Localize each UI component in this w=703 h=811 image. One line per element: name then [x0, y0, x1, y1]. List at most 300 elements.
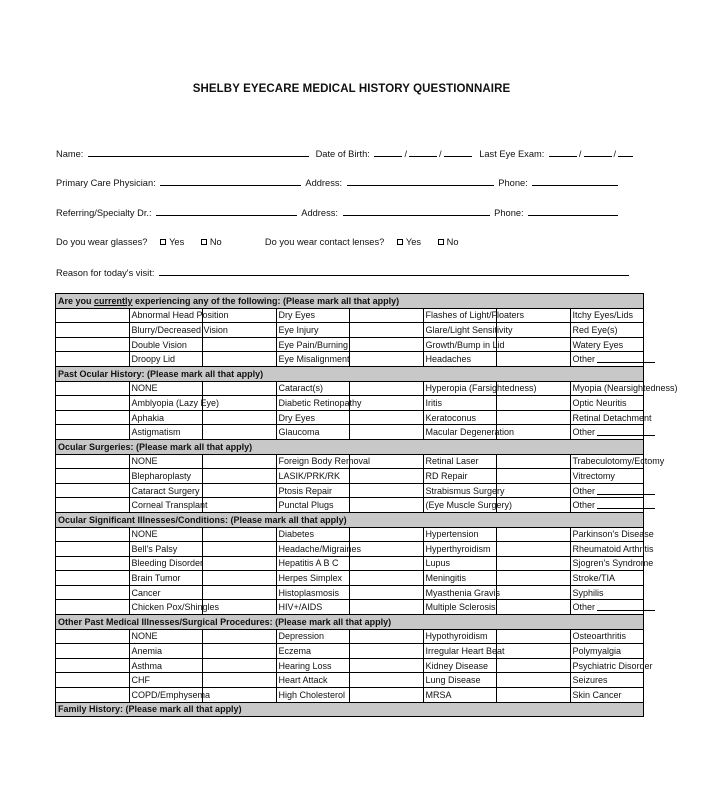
checkbox-cell[interactable]: [56, 337, 130, 352]
condition-cell: [570, 571, 644, 586]
condition-label: Diabetic Retinopathy: [278, 397, 362, 408]
condition-cell: [276, 337, 350, 352]
condition-label: Itchy Eyes/Lids: [572, 310, 634, 321]
condition-cell: [423, 629, 497, 644]
condition-cell: [423, 396, 497, 411]
reason-line: [56, 266, 631, 278]
table-row: [56, 556, 644, 571]
condition-label: Psychiatric Disorder: [572, 660, 653, 671]
condition-cell: [129, 483, 203, 498]
condition-cell: [423, 644, 505, 659]
condition-label: Amblyopia (Lazy Eye): [131, 397, 220, 408]
exam-year-field[interactable]: [618, 147, 633, 157]
condition-label: Droopy Lid: [131, 354, 176, 365]
contacts-question: Do you wear contact lenses?: [264, 237, 385, 247]
exam-sep-2: /: [613, 149, 617, 159]
checkbox-cell[interactable]: [203, 542, 277, 557]
condition-cell: [276, 673, 350, 688]
condition-cell: [570, 673, 644, 688]
condition-label: Asthma: [131, 660, 163, 671]
checkbox-cell[interactable]: [497, 454, 571, 469]
checkbox-cell[interactable]: [56, 571, 130, 586]
condition-cell: [570, 600, 644, 615]
checkbox-cell[interactable]: [56, 454, 130, 469]
condition-label: Bell's Palsy: [131, 543, 178, 554]
condition-cell: [129, 571, 203, 586]
condition-label: Eczema: [278, 646, 312, 657]
condition-label: Ptosis Repair: [278, 485, 333, 496]
checkbox-cell[interactable]: [350, 323, 424, 338]
condition-label: Astigmatism: [131, 427, 181, 438]
dob-year-field[interactable]: [444, 147, 472, 157]
exam-day-field[interactable]: [584, 147, 612, 157]
checkbox-cell[interactable]: [350, 658, 424, 673]
glasses-yes-checkbox[interactable]: [160, 239, 166, 245]
checkbox-cell[interactable]: [350, 556, 424, 571]
referring-address-field[interactable]: [343, 206, 490, 216]
condition-cell: [423, 498, 513, 513]
condition-cell: [423, 483, 505, 498]
checkbox-cell[interactable]: [56, 527, 130, 542]
checkbox-cell[interactable]: [497, 469, 571, 484]
checkbox-cell[interactable]: [350, 425, 424, 440]
table-row: [56, 600, 644, 615]
condition-label: Lupus: [425, 558, 451, 569]
other-write-in-field[interactable]: [597, 500, 655, 509]
name-label: Name:: [56, 149, 84, 159]
condition-label: Herpes Simplex: [278, 573, 343, 584]
condition-cell: [276, 585, 350, 600]
condition-label: Heart Attack: [278, 675, 328, 686]
checkbox-cell[interactable]: [56, 629, 130, 644]
condition-cell: [570, 658, 653, 673]
condition-cell: [276, 542, 362, 557]
condition-label: Red Eye(s): [572, 324, 618, 335]
condition-cell: [129, 425, 203, 440]
condition-label: Osteoarthritis: [572, 631, 627, 642]
other-write-in-field[interactable]: [597, 354, 655, 363]
condition-label: MRSA: [425, 689, 452, 700]
table-row: [56, 688, 644, 703]
checkbox-cell[interactable]: [497, 673, 571, 688]
checkbox-cell[interactable]: [203, 483, 277, 498]
page-title: SHELBY EYECARE MEDICAL HISTORY QUESTIONNAIRE: [192, 83, 511, 95]
condition-cell: [276, 323, 350, 338]
condition-cell: [423, 600, 497, 615]
checkbox-cell[interactable]: [56, 644, 130, 659]
checkbox-cell[interactable]: [56, 410, 130, 425]
checkbox-cell[interactable]: [350, 527, 424, 542]
checkbox-cell[interactable]: [350, 644, 424, 659]
checkbox-cell[interactable]: [203, 527, 277, 542]
section-header-text: Ocular Surgeries: (Please mark all that apply): [58, 441, 253, 452]
condition-cell: [276, 556, 350, 571]
condition-cell: [129, 396, 220, 411]
condition-cell: [276, 571, 350, 586]
table-row: [56, 658, 644, 673]
condition-label: Retinal Laser: [425, 456, 479, 467]
checkbox-cell[interactable]: [203, 381, 277, 396]
condition-label: Double Vision: [131, 339, 187, 350]
condition-label: Chicken Pox/Shingles: [131, 602, 220, 613]
condition-label: NONE: [131, 529, 158, 540]
checkbox-cell[interactable]: [497, 527, 571, 542]
table-row: [56, 337, 644, 352]
condition-label: Flashes of Light/Floaters: [425, 310, 525, 321]
other-write-in-field[interactable]: [597, 427, 655, 436]
checkbox-cell[interactable]: [350, 585, 424, 600]
condition-label: Sjogren's Syndrome: [572, 558, 654, 569]
checkbox-cell[interactable]: [203, 337, 277, 352]
checkbox-cell[interactable]: [56, 556, 130, 571]
name-field[interactable]: [88, 147, 309, 157]
condition-label: Cataract(s): [278, 383, 324, 394]
glasses-no-checkbox[interactable]: [201, 239, 207, 245]
condition-label: Other: [572, 602, 596, 613]
exam-month-field[interactable]: [549, 147, 577, 157]
checkbox-cell[interactable]: [56, 425, 130, 440]
checkbox-cell[interactable]: [497, 658, 571, 673]
checkbox-cell[interactable]: [56, 483, 130, 498]
checkbox-cell[interactable]: [350, 498, 424, 513]
condition-label: Eye Pain/Burning: [278, 339, 349, 350]
table-row: [56, 425, 644, 440]
checkbox-cell[interactable]: [350, 688, 424, 703]
condition-label: Stroke/TIA: [572, 573, 616, 584]
referring-field[interactable]: [156, 206, 297, 216]
contacts-no-checkbox[interactable]: [438, 239, 444, 245]
condition-label: Keratoconus: [425, 412, 477, 423]
checkbox-cell[interactable]: [203, 585, 277, 600]
pcp-label: Primary Care Physician:: [56, 178, 156, 188]
condition-label: Multiple Sclerosis: [425, 602, 496, 613]
condition-label: Other: [572, 485, 596, 496]
other-write-in-field[interactable]: [597, 602, 655, 611]
condition-label: Diabetes: [278, 529, 315, 540]
last-exam-label: Last Eye Exam:: [479, 149, 545, 159]
condition-label: (Eye Muscle Surgery): [425, 500, 513, 511]
pcp-address-field[interactable]: [347, 176, 494, 186]
name-line: [56, 147, 635, 159]
checkbox-cell[interactable]: [497, 644, 571, 659]
checkbox-cell[interactable]: [203, 688, 277, 703]
condition-cell: [423, 469, 497, 484]
checkbox-cell[interactable]: [203, 425, 277, 440]
condition-cell: [570, 469, 644, 484]
checkbox-cell[interactable]: [203, 498, 277, 513]
referring-label: Referring/Specialty Dr.:: [56, 208, 152, 218]
condition-label: NONE: [131, 456, 158, 467]
condition-label: Watery Eyes: [572, 339, 624, 350]
condition-cell: [570, 644, 644, 659]
checkbox-cell[interactable]: [497, 556, 571, 571]
checkbox-cell[interactable]: [497, 337, 571, 352]
condition-label: COPD/Emphysema: [131, 689, 211, 700]
condition-label: Hyperopia (Farsightedness): [425, 383, 537, 394]
checkbox-cell[interactable]: [203, 469, 277, 484]
dob-sep-1: /: [404, 149, 408, 159]
condition-cell: [276, 454, 371, 469]
condition-cell: [423, 352, 497, 367]
condition-label: Hypothyroidism: [425, 631, 488, 642]
condition-cell: [276, 498, 350, 513]
condition-cell: [129, 323, 228, 338]
checkbox-cell[interactable]: [350, 469, 424, 484]
condition-label: Kidney Disease: [425, 660, 489, 671]
checkbox-cell[interactable]: [497, 396, 571, 411]
section-header: [56, 702, 644, 717]
condition-cell: [276, 381, 350, 396]
condition-cell: [129, 542, 203, 557]
checkbox-cell[interactable]: [497, 410, 571, 425]
condition-label: Hepatitis A B C: [278, 558, 339, 569]
checkbox-cell[interactable]: [56, 600, 130, 615]
condition-cell: [423, 308, 525, 323]
checkbox-cell[interactable]: [203, 352, 277, 367]
condition-cell: [129, 585, 203, 600]
table-row: [56, 498, 644, 513]
section-header-row: [56, 615, 644, 630]
pcp-line: [56, 176, 620, 188]
condition-label: LASIK/PRK/RK: [278, 470, 341, 481]
section-header: [56, 439, 644, 454]
condition-cell: [423, 337, 505, 352]
section-header-text: Other Past Medical Illnesses/Surgical Procedures: (Please mark all that apply): [58, 616, 392, 627]
condition-cell: [129, 498, 208, 513]
checkbox-cell[interactable]: [497, 585, 571, 600]
condition-cell: [276, 308, 350, 323]
checkbox-cell[interactable]: [350, 352, 424, 367]
checkbox-cell[interactable]: [56, 469, 130, 484]
condition-cell: [570, 308, 644, 323]
condition-cell: [423, 556, 497, 571]
referring-phone-field[interactable]: [528, 206, 618, 216]
condition-label: Retinal Detachment: [572, 412, 652, 423]
condition-label: Vitrectomy: [572, 470, 615, 481]
checkbox-cell[interactable]: [350, 337, 424, 352]
condition-cell: [423, 542, 497, 557]
condition-cell: [423, 673, 497, 688]
condition-cell: [423, 381, 537, 396]
referring-phone-label: Phone:: [494, 208, 524, 218]
condition-label: Rheumatoid Arthritis: [572, 543, 654, 554]
condition-label: Myasthenia Gravis: [425, 587, 501, 598]
table-row: [56, 381, 644, 396]
condition-cell: [129, 410, 203, 425]
checkbox-cell[interactable]: [203, 571, 277, 586]
condition-cell: [423, 454, 497, 469]
other-write-in-field[interactable]: [597, 486, 655, 495]
checkbox-cell[interactable]: [497, 542, 571, 557]
checkbox-cell[interactable]: [56, 688, 130, 703]
contacts-yes-checkbox[interactable]: [397, 239, 403, 245]
condition-label: Growth/Bump in Lid: [425, 339, 505, 350]
pcp-phone-field[interactable]: [532, 176, 618, 186]
condition-cell: [276, 469, 350, 484]
condition-label: NONE: [131, 383, 158, 394]
checkbox-cell[interactable]: [497, 571, 571, 586]
condition-label: Irregular Heart Beat: [425, 646, 505, 657]
checkbox-cell[interactable]: [203, 629, 277, 644]
table-row: [56, 571, 644, 586]
checkbox-cell[interactable]: [497, 352, 571, 367]
checkbox-cell[interactable]: [497, 483, 571, 498]
condition-label: Headache/Migraines: [278, 543, 362, 554]
checkbox-cell[interactable]: [56, 308, 130, 323]
condition-cell: [570, 381, 678, 396]
glasses-no-label: No: [209, 237, 222, 247]
condition-cell: [129, 527, 203, 542]
condition-label: CHF: [131, 675, 150, 686]
condition-cell: [423, 527, 497, 542]
condition-label: High Cholesterol: [278, 689, 346, 700]
condition-cell: [423, 323, 513, 338]
checkbox-cell[interactable]: [203, 658, 277, 673]
condition-cell: [423, 688, 497, 703]
checkbox-cell[interactable]: [350, 381, 424, 396]
condition-label: Abnormal Head Position: [131, 310, 229, 321]
checkbox-cell[interactable]: [350, 673, 424, 688]
condition-label: Macular Degeneration: [425, 427, 515, 438]
checkbox-cell[interactable]: [203, 673, 277, 688]
table-row: [56, 527, 644, 542]
referring-address-label: Address:: [301, 208, 338, 218]
checkbox-cell[interactable]: [350, 483, 424, 498]
condition-cell: [570, 454, 665, 469]
condition-cell: [570, 352, 644, 367]
condition-cell: [570, 337, 644, 352]
condition-cell: [570, 323, 644, 338]
eyewear-line: [56, 237, 459, 247]
section-header: [56, 512, 644, 527]
checkbox-cell[interactable]: [350, 571, 424, 586]
condition-cell: [276, 658, 350, 673]
condition-cell: [570, 629, 644, 644]
condition-label: Aphakia: [131, 412, 165, 423]
condition-label: Brain Tumor: [131, 573, 181, 584]
condition-cell: [423, 585, 501, 600]
checkbox-cell[interactable]: [350, 308, 424, 323]
condition-cell: [570, 498, 644, 513]
checkbox-cell[interactable]: [56, 381, 130, 396]
condition-cell: [129, 688, 211, 703]
section-header-row: [56, 294, 644, 309]
checkbox-cell[interactable]: [56, 585, 130, 600]
condition-label: Iritis: [425, 397, 442, 408]
dob-day-field[interactable]: [409, 147, 437, 157]
checkbox-cell[interactable]: [203, 410, 277, 425]
checkbox-cell[interactable]: [56, 396, 130, 411]
condition-label: Cataract Surgery: [131, 485, 200, 496]
checkbox-cell[interactable]: [497, 688, 571, 703]
condition-cell: [276, 644, 350, 659]
condition-cell: [276, 352, 350, 367]
table-row: [56, 308, 644, 323]
condition-label: Lung Disease: [425, 675, 481, 686]
condition-label: Meningitis: [425, 573, 467, 584]
condition-label: Parkinson's Disease: [572, 529, 654, 540]
condition-cell: [570, 410, 652, 425]
pcp-phone-label: Phone:: [498, 178, 528, 188]
table-row: [56, 454, 644, 469]
condition-cell: [129, 454, 203, 469]
table-row: [56, 673, 644, 688]
condition-cell: [129, 629, 203, 644]
condition-label: Dry Eyes: [278, 310, 316, 321]
condition-cell: [423, 410, 497, 425]
condition-label: Histoplasmosis: [278, 587, 340, 598]
glasses-yes-label: Yes: [169, 237, 185, 247]
section-header-row: [56, 366, 644, 381]
reason-field[interactable]: [159, 266, 629, 276]
condition-cell: [276, 410, 350, 425]
condition-cell: [570, 585, 644, 600]
condition-label: Polymyalgia: [572, 646, 622, 657]
condition-label: Eye Misalignment: [278, 354, 350, 365]
section-header-row: [56, 439, 644, 454]
checkbox-cell[interactable]: [497, 600, 571, 615]
referring-line: [56, 206, 620, 218]
checkbox-cell[interactable]: [350, 600, 424, 615]
condition-label: Other: [572, 500, 596, 511]
condition-label: Skin Cancer: [572, 689, 622, 700]
condition-label: Strabismus Surgery: [425, 485, 505, 496]
dob-month-field[interactable]: [374, 147, 402, 157]
condition-label: Glare/Light Sensitivity: [425, 324, 513, 335]
checkbox-cell[interactable]: [350, 629, 424, 644]
condition-label: Other: [572, 427, 596, 438]
pcp-field[interactable]: [160, 176, 301, 186]
table-row: [56, 629, 644, 644]
checkbox-cell[interactable]: [56, 498, 130, 513]
section-header: [56, 615, 644, 630]
condition-label: Hypertension: [425, 529, 479, 540]
condition-cell: [129, 352, 203, 367]
contacts-yes-label: Yes: [405, 237, 422, 247]
condition-label: Optic Neuritis: [572, 397, 627, 408]
checkbox-cell[interactable]: [56, 658, 130, 673]
checkbox-cell[interactable]: [350, 410, 424, 425]
checkbox-cell[interactable]: [497, 629, 571, 644]
dob-sep-2: /: [439, 149, 442, 159]
checkbox-cell[interactable]: [56, 352, 130, 367]
section-header-emphasis: currently: [94, 295, 133, 306]
condition-label: Myopia (Nearsightedness): [572, 383, 678, 394]
section-header-text: Past Ocular History: (Please mark all that apply): [58, 368, 264, 379]
condition-label: Cancer: [131, 587, 161, 598]
condition-cell: [570, 556, 654, 571]
condition-label: Syphilis: [572, 587, 604, 598]
section-header-row: [56, 512, 644, 527]
checkbox-cell[interactable]: [203, 454, 277, 469]
checkbox-cell[interactable]: [56, 323, 130, 338]
condition-cell: [570, 527, 654, 542]
condition-cell: [570, 688, 644, 703]
checkbox-cell[interactable]: [203, 644, 277, 659]
condition-cell: [276, 425, 350, 440]
condition-label: RD Repair: [425, 470, 468, 481]
checkbox-cell[interactable]: [56, 542, 130, 557]
condition-cell: [129, 600, 220, 615]
checkbox-cell[interactable]: [56, 673, 130, 688]
checkbox-cell[interactable]: [203, 556, 277, 571]
condition-cell: [276, 629, 350, 644]
condition-label: Blepharoplasty: [131, 470, 192, 481]
condition-cell: [276, 600, 350, 615]
table-row: [56, 542, 644, 557]
table-row: [56, 483, 644, 498]
table-row: [56, 585, 644, 600]
